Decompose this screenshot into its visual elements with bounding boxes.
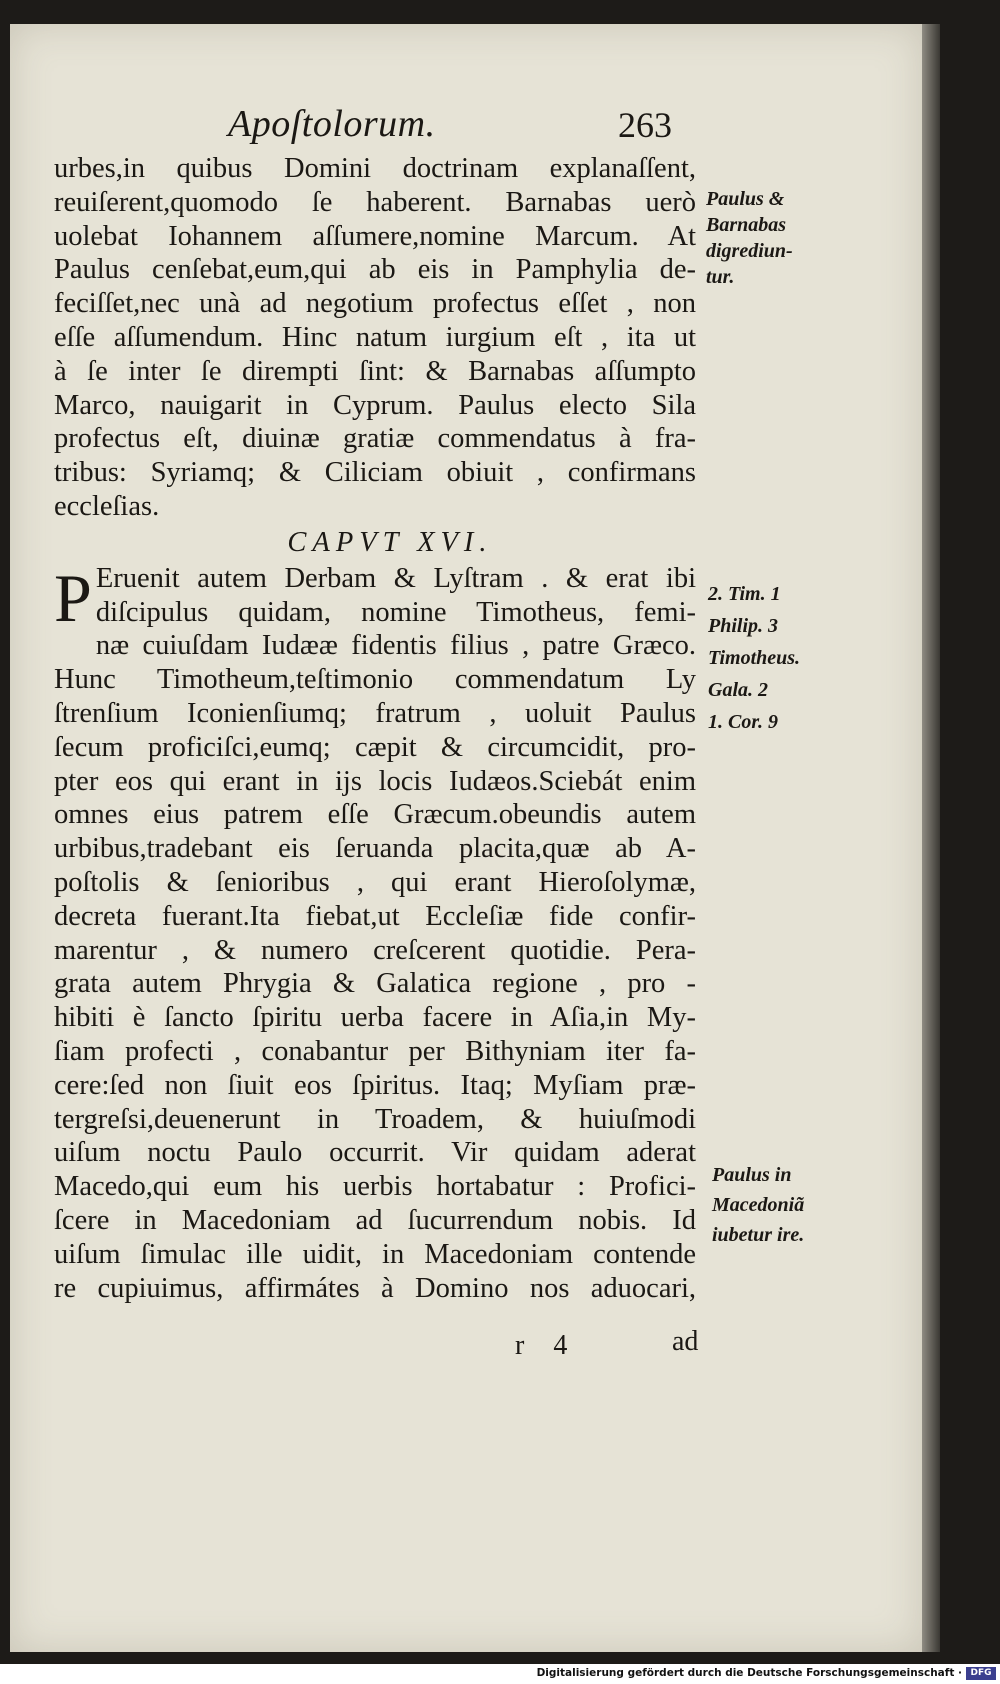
text-line: uolebat Iohannem aſſumere,nomine Marcum. At bbox=[54, 220, 696, 252]
margin-note-line: Gala. 2 bbox=[708, 679, 768, 701]
text-line: ſcere in Macedoniam ad ſucurrendum nobis. Id bbox=[54, 1204, 696, 1236]
text-line: Macedo,qui eum his uerbis hortabatur : Profici- bbox=[54, 1171, 696, 1203]
chapter-heading: CAPVT XVI. bbox=[287, 526, 493, 558]
margin-note-line: 2. Tim. 1 bbox=[708, 583, 781, 605]
text-line: reuiſerent,quomodo ſe haberent. Barnabas uerò bbox=[54, 186, 696, 218]
margin-note-paulus-barnabas bbox=[706, 186, 793, 290]
text-line: eccleſias. bbox=[54, 490, 160, 522]
text-line: uiſum ſimulac ille uidit, in Macedoniam contende bbox=[54, 1238, 696, 1270]
text-line: grata autem Phrygia & Galatica regione , pro - bbox=[54, 968, 696, 1000]
text-line: Marco, nauigarit in Cyprum. Paulus electo Sila bbox=[54, 389, 696, 421]
text-line: uiſum noctu Paulo occurrit. Vir quidam aderat bbox=[54, 1137, 696, 1169]
text-line: næ cuiuſdam Iudææ fidentis filius , patre Græco. bbox=[95, 630, 696, 662]
margin-note-line: Barnabas bbox=[706, 214, 787, 236]
text-line: profectus eſt, diuinæ gratiæ commendatus à fra- bbox=[54, 423, 696, 455]
margin-note-line: Paulus in bbox=[712, 1164, 792, 1186]
catchword: ad bbox=[672, 1326, 699, 1357]
text-line: urbes,in quibus Domini doctrinam explanaſſent, bbox=[54, 153, 696, 184]
text-line: urbibus,tradebant eis ſeruanda placita,quæ ab A- bbox=[54, 833, 696, 865]
body-text bbox=[54, 152, 696, 1305]
page-number: 263 bbox=[618, 105, 672, 145]
margin-note-line: digrediun- bbox=[706, 240, 793, 262]
margin-note-line: Paulus & bbox=[706, 188, 785, 210]
text-line: cere:ſed non ſiuit eos ſpiritus. Itaq; Myſiam præ- bbox=[54, 1069, 696, 1101]
margin-note-macedonia bbox=[712, 1160, 804, 1250]
margin-note-line: Philip. 3 bbox=[708, 615, 779, 637]
text-line: tergreſsi,deuenerunt in Troadem, & huiuſmodi bbox=[54, 1103, 696, 1135]
text-line: marentur , & numero creſcerent quotidie. Pera- bbox=[54, 934, 696, 966]
dfg-logo: DFG bbox=[966, 1667, 996, 1680]
margin-note-line: Macedoniã bbox=[712, 1194, 805, 1216]
margin-note-line: tur. bbox=[706, 266, 735, 288]
text-line: ſecum proficiſci,eumq; cæpit & circumcidit, pro- bbox=[54, 731, 696, 763]
page-edge bbox=[922, 24, 940, 1652]
text-line: à ſe inter ſe dirempti ſint: & Barnabas aſſumpto bbox=[54, 355, 696, 387]
text-line: hibiti è ſancto ſpiritu uerba facere in Aſia,in My- bbox=[54, 1002, 696, 1034]
text-line: ſtrenſium Iconienſiumq; fratrum , uoluit Paulus bbox=[54, 697, 696, 729]
text-line: pter eos qui erant in ijs locis Iudæos.Sciebát enim bbox=[54, 765, 696, 797]
drop-cap: P bbox=[54, 559, 92, 636]
text-line: tribus: Syriamq; & Ciliciam obiuit , confirmans bbox=[54, 457, 696, 489]
margin-note-line: Timotheus. bbox=[708, 647, 801, 669]
margin-note-line: 1. Cor. 9 bbox=[708, 711, 779, 733]
text-line: Eruenit autem Derbam & Lyſtram . & erat ibi bbox=[95, 562, 696, 594]
text-line: poſtolis & ſenioribus , qui erant Hieroſolymæ, bbox=[54, 866, 696, 898]
text-line: eſſe aſſumendum. Hinc natum iurgium eſt , ita ut bbox=[54, 321, 696, 353]
text-line: decreta fuerant.Ita fiebat,ut Eccleſiæ fide confir- bbox=[54, 900, 696, 932]
text-line: Hunc Timotheum,teſtimonio commendatum Ly bbox=[54, 664, 696, 696]
text-line: re cupiuimus, affirmátes à Domino nos aduocari, bbox=[54, 1272, 696, 1304]
text-line: Paulus cenſebat,eum,qui ab eis in Pamphylia de- bbox=[54, 254, 696, 286]
running-title: Apoſtolorum. bbox=[228, 103, 436, 145]
text-line: ſiam profecti , conabantur per Bithyniam iter fa- bbox=[54, 1035, 696, 1067]
chapter-paragraph bbox=[54, 559, 696, 1306]
signature-mark: r 4 bbox=[515, 1330, 568, 1361]
margin-note-line: iubetur ire. bbox=[712, 1224, 805, 1246]
credit-text: Digitalisierung gefördert durch die Deutsche Forschungsgemeinschaft · bbox=[536, 1667, 962, 1679]
text-line: diſcipulus quidam, nomine Timotheus, femi- bbox=[95, 596, 696, 628]
text-line: omnes eius patrem eſſe Græcum.obeundis autem bbox=[54, 799, 696, 831]
margin-note-references bbox=[708, 578, 800, 738]
text-line: feciſſet,nec unà ad negotium profectus eſſet , non bbox=[54, 288, 696, 320]
